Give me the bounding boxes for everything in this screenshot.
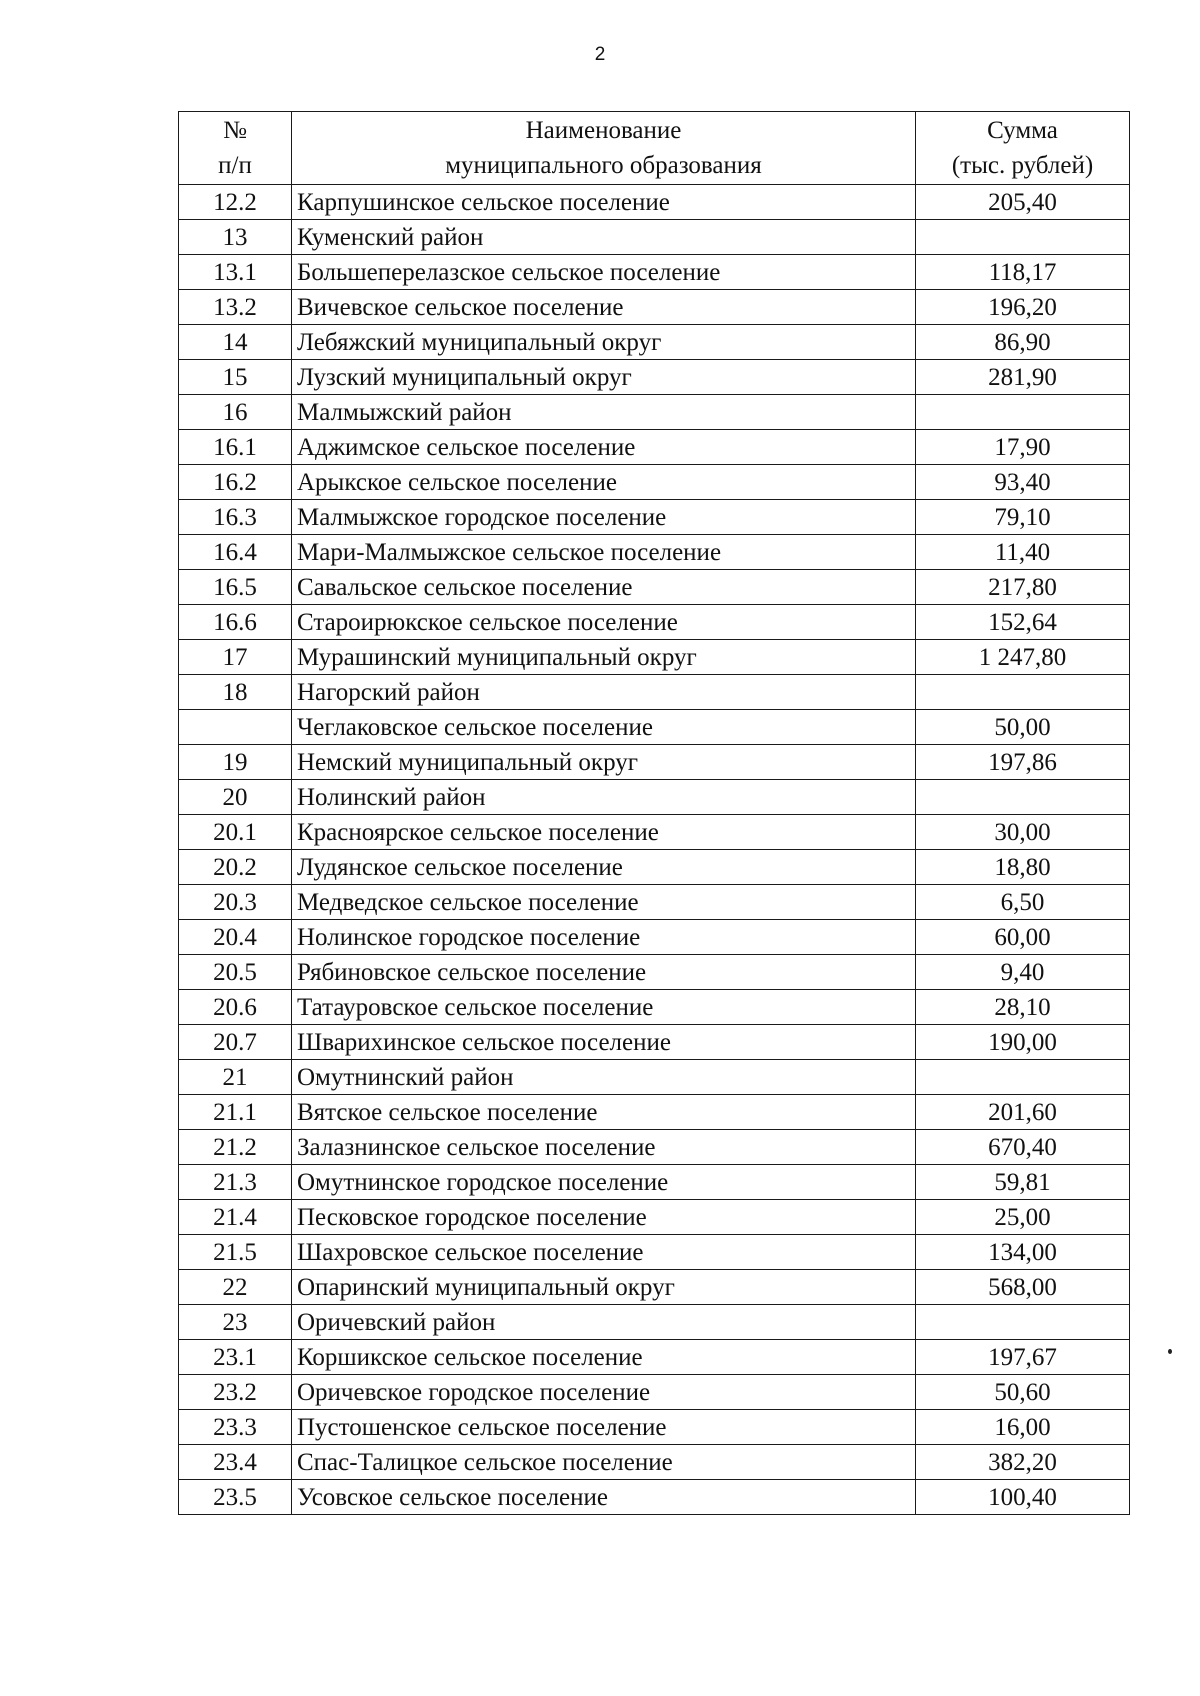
table-row: [179, 1025, 1130, 1060]
row-name: Чеглаковское сельское поселение: [292, 710, 916, 745]
row-sum: [916, 780, 1130, 815]
row-name: Лудянское сельское поселение: [292, 850, 916, 885]
row-sum: 9,40: [916, 955, 1130, 990]
table-row: [179, 1060, 1130, 1095]
row-sum: 152,64: [916, 605, 1130, 640]
row-name: Спас-Талицкое сельское поселение: [292, 1445, 916, 1480]
row-number: 20.3: [179, 885, 292, 920]
row-name: Арыкское сельское поселение: [292, 465, 916, 500]
row-number: 21.1: [179, 1095, 292, 1130]
row-sum: [916, 220, 1130, 255]
table-body: [179, 185, 1130, 1515]
row-number: 13.1: [179, 255, 292, 290]
allocation-table: [178, 111, 1130, 1515]
row-sum: 1 247,80: [916, 640, 1130, 675]
row-sum: 134,00: [916, 1235, 1130, 1270]
table-row: [179, 605, 1130, 640]
row-sum: 30,00: [916, 815, 1130, 850]
row-sum: 79,10: [916, 500, 1130, 535]
row-sum: 16,00: [916, 1410, 1130, 1445]
row-sum: 281,90: [916, 360, 1130, 395]
row-number: 21.5: [179, 1235, 292, 1270]
table-row: [179, 1165, 1130, 1200]
row-name: Залазнинское сельское поселение: [292, 1130, 916, 1165]
row-name: Рябиновское сельское поселение: [292, 955, 916, 990]
row-sum: 201,60: [916, 1095, 1130, 1130]
row-sum: 197,67: [916, 1340, 1130, 1375]
row-name: Куменский район: [292, 220, 916, 255]
table-row: [179, 1235, 1130, 1270]
row-number: 19: [179, 745, 292, 780]
row-name: Малмыжское городское поселение: [292, 500, 916, 535]
row-number: 16.3: [179, 500, 292, 535]
row-number: 21.4: [179, 1200, 292, 1235]
table-row: [179, 1375, 1130, 1410]
table-header-row: [179, 112, 1130, 185]
row-number: 20.4: [179, 920, 292, 955]
row-name: Карпушинское сельское поселение: [292, 185, 916, 220]
row-number: 21: [179, 1060, 292, 1095]
table-row: [179, 1270, 1130, 1305]
table-row: [179, 325, 1130, 360]
row-number: 15: [179, 360, 292, 395]
header-sum-line1: Сумма: [987, 116, 1058, 144]
row-sum: 59,81: [916, 1165, 1130, 1200]
row-number: 12.2: [179, 185, 292, 220]
table-row: [179, 1305, 1130, 1340]
table-row: [179, 535, 1130, 570]
row-name: Опаринский муниципальный округ: [292, 1270, 916, 1305]
row-number: 20.2: [179, 850, 292, 885]
table-row: [179, 920, 1130, 955]
header-name: [292, 112, 916, 185]
row-sum: 11,40: [916, 535, 1130, 570]
table-row: [179, 290, 1130, 325]
row-number: 20.7: [179, 1025, 292, 1060]
row-name: Лузский муниципальный округ: [292, 360, 916, 395]
table-row: [179, 955, 1130, 990]
row-sum: [916, 675, 1130, 710]
row-number: 16.4: [179, 535, 292, 570]
page-number: 2: [594, 44, 606, 65]
table-row: [179, 710, 1130, 745]
table-row: [179, 1200, 1130, 1235]
table-row: [179, 990, 1130, 1025]
row-number: 20.6: [179, 990, 292, 1025]
row-number: 16.5: [179, 570, 292, 605]
row-sum: 100,40: [916, 1480, 1130, 1515]
row-number: 16.6: [179, 605, 292, 640]
table-row: [179, 570, 1130, 605]
row-name: Вичевское сельское поселение: [292, 290, 916, 325]
row-sum: 217,80: [916, 570, 1130, 605]
row-name: Аджимское сельское поселение: [292, 430, 916, 465]
row-number: 23: [179, 1305, 292, 1340]
row-name: Медведское сельское поселение: [292, 885, 916, 920]
header-name-line1: Наименование: [525, 116, 682, 144]
row-number: 17: [179, 640, 292, 675]
row-sum: [916, 1060, 1130, 1095]
header-number-line2: п/п: [218, 152, 252, 179]
header-number: [179, 112, 292, 185]
row-name: Вятское сельское поселение: [292, 1095, 916, 1130]
table-header: [179, 112, 1130, 185]
row-name: Оричевский район: [292, 1305, 916, 1340]
row-sum: 196,20: [916, 290, 1130, 325]
row-name: Савальское сельское поселение: [292, 570, 916, 605]
row-number: 23.5: [179, 1480, 292, 1515]
row-number: 23.1: [179, 1340, 292, 1375]
header-name-line2: муниципального образования: [445, 152, 762, 179]
row-name: Лебяжский муниципальный округ: [292, 325, 916, 360]
row-name: Шахровское сельское поселение: [292, 1235, 916, 1270]
row-name: Нолинское городское поселение: [292, 920, 916, 955]
row-number: 20.1: [179, 815, 292, 850]
row-number: [179, 710, 292, 745]
row-sum: 60,00: [916, 920, 1130, 955]
table-row: [179, 500, 1130, 535]
row-sum: 205,40: [916, 185, 1130, 220]
row-name: Омутнинский район: [292, 1060, 916, 1095]
row-number: 13.2: [179, 290, 292, 325]
table-row: [179, 1130, 1130, 1165]
row-number: 13: [179, 220, 292, 255]
row-number: 16.2: [179, 465, 292, 500]
table-row: [179, 780, 1130, 815]
row-number: 23.4: [179, 1445, 292, 1480]
table-row: [179, 1410, 1130, 1445]
row-sum: 190,00: [916, 1025, 1130, 1060]
row-name: Омутнинское городское поселение: [292, 1165, 916, 1200]
row-name: Нолинский район: [292, 780, 916, 815]
header-sum-line2: (тыс. рублей): [951, 152, 1094, 179]
row-sum: 50,00: [916, 710, 1130, 745]
row-number: 14: [179, 325, 292, 360]
row-name: Песковское городское поселение: [292, 1200, 916, 1235]
row-name: Коршикское сельское поселение: [292, 1340, 916, 1375]
table-row: [179, 745, 1130, 780]
table-row: [179, 815, 1130, 850]
table-row: [179, 360, 1130, 395]
row-sum: 50,60: [916, 1375, 1130, 1410]
scan-speck: [1168, 1349, 1172, 1354]
table-row: [179, 255, 1130, 290]
header-sum: [916, 112, 1130, 185]
table-row: [179, 1095, 1130, 1130]
row-number: 21.3: [179, 1165, 292, 1200]
row-number: 16: [179, 395, 292, 430]
row-sum: [916, 395, 1130, 430]
row-number: 16.1: [179, 430, 292, 465]
table-row: [179, 850, 1130, 885]
row-number: 21.2: [179, 1130, 292, 1165]
row-name: Малмыжский район: [292, 395, 916, 430]
row-name: Татауровское сельское поселение: [292, 990, 916, 1025]
table-row: [179, 395, 1130, 430]
table-row: [179, 185, 1130, 220]
row-name: Большеперелазское сельское поселение: [292, 255, 916, 290]
row-sum: 118,17: [916, 255, 1130, 290]
table-row: [179, 465, 1130, 500]
row-name: Немский муниципальный округ: [292, 745, 916, 780]
row-name: Усовское сельское поселение: [292, 1480, 916, 1515]
row-sum: 25,00: [916, 1200, 1130, 1235]
header-number-line1: №: [223, 116, 247, 144]
row-number: 23.3: [179, 1410, 292, 1445]
row-number: 20.5: [179, 955, 292, 990]
table-row: [179, 220, 1130, 255]
row-sum: 93,40: [916, 465, 1130, 500]
row-name: Нагорский район: [292, 675, 916, 710]
row-name: Пустошенское сельское поселение: [292, 1410, 916, 1445]
row-number: 23.2: [179, 1375, 292, 1410]
table-row: [179, 1480, 1130, 1515]
row-sum: 197,86: [916, 745, 1130, 780]
row-sum: 670,40: [916, 1130, 1130, 1165]
row-sum: 568,00: [916, 1270, 1130, 1305]
row-sum: 17,90: [916, 430, 1130, 465]
row-name: Староирюкское сельское поселение: [292, 605, 916, 640]
row-sum: 18,80: [916, 850, 1130, 885]
row-sum: 6,50: [916, 885, 1130, 920]
row-number: 22: [179, 1270, 292, 1305]
row-sum: [916, 1305, 1130, 1340]
table-row: [179, 885, 1130, 920]
table-row: [179, 675, 1130, 710]
row-name: Мурашинский муниципальный округ: [292, 640, 916, 675]
row-number: 18: [179, 675, 292, 710]
row-name: Оричевское городское поселение: [292, 1375, 916, 1410]
table-row: [179, 430, 1130, 465]
row-sum: 28,10: [916, 990, 1130, 1025]
row-name: Шварихинское сельское поселение: [292, 1025, 916, 1060]
row-name: Красноярское сельское поселение: [292, 815, 916, 850]
row-number: 20: [179, 780, 292, 815]
table-row: [179, 640, 1130, 675]
table-row: [179, 1445, 1130, 1480]
row-sum: 382,20: [916, 1445, 1130, 1480]
row-sum: 86,90: [916, 325, 1130, 360]
row-name: Мари-Малмыжское сельское поселение: [292, 535, 916, 570]
table-row: [179, 1340, 1130, 1375]
